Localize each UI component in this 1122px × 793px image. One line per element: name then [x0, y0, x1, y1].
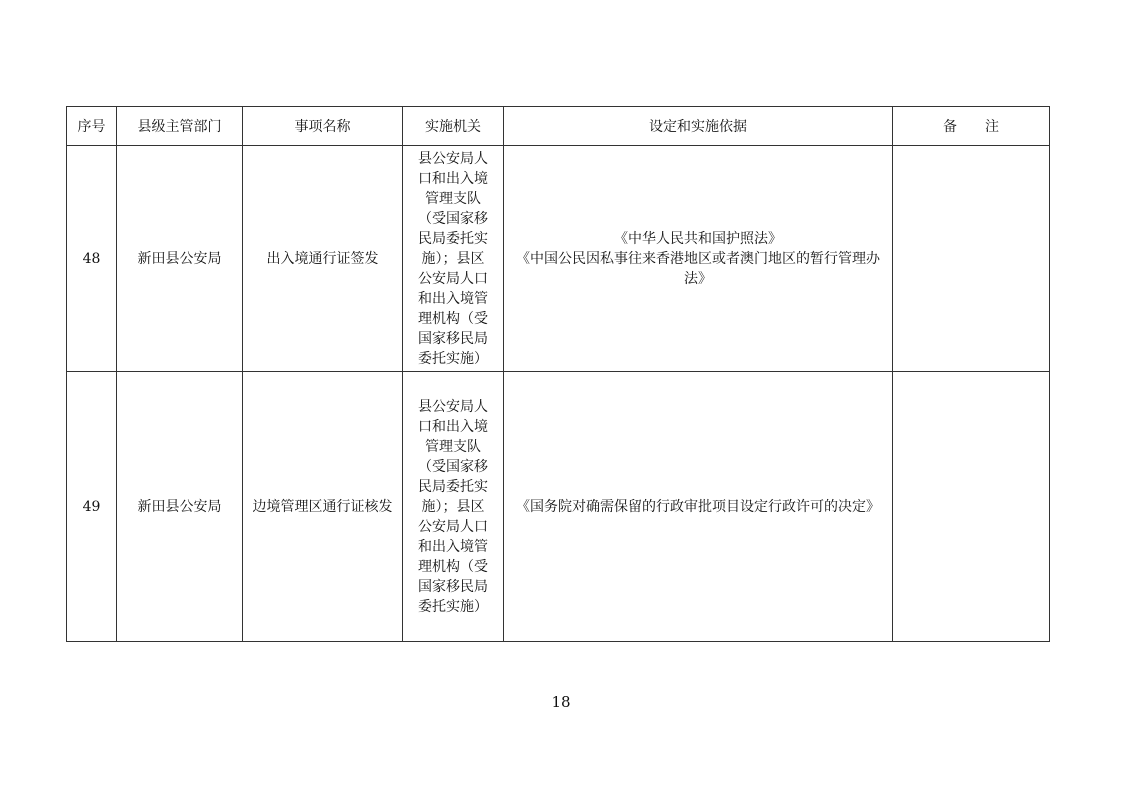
cell-remark [893, 146, 1050, 372]
basis-line: 《中国公民因私事往来香港地区或者澳门地区的暂行管理办法》 [516, 250, 880, 287]
basis-line: 《中华人民共和国护照法》 [614, 230, 782, 247]
cell-agency: 县公安局人 口和出入境 管理支队 （受国家移 民局委托实 施）；县区 公安局人口 和出入境管 理机构（受 国家移民局 委托实施） [403, 146, 504, 372]
basis-line: 《国务院对确需保留的行政审批项目设定行政许可的决定》 [516, 498, 880, 515]
header-item-name: 事项名称 [243, 107, 403, 146]
cell-department: 新田县公安局 [117, 372, 243, 642]
header-basis: 设定和实施依据 [504, 107, 893, 146]
cell-basis [504, 146, 893, 372]
table-row [67, 372, 1050, 642]
cell-item-name: 边境管理区通行证核发 [243, 372, 403, 642]
page-number: 18 [551, 693, 571, 711]
cell-item-name: 出入境通行证签发 [243, 146, 403, 372]
cell-serial-no: 48 [67, 146, 117, 372]
header-remark: 备 注 [893, 107, 1050, 146]
cell-remark [893, 372, 1050, 642]
header-agency: 实施机关 [403, 107, 504, 146]
table-row [67, 146, 1050, 372]
header-serial-no: 序号 [67, 107, 117, 146]
approval-items-table [66, 106, 1050, 642]
cell-serial-no: 49 [67, 372, 117, 642]
cell-agency: 县公安局人 口和出入境 管理支队 （受国家移 民局委托实 施）；县区 公安局人口 和出入境管 理机构（受 国家移民局 委托实施） [403, 372, 504, 642]
table-header-row [67, 107, 1050, 146]
cell-basis [504, 372, 893, 642]
cell-department: 新田县公安局 [117, 146, 243, 372]
header-department: 县级主管部门 [117, 107, 243, 146]
